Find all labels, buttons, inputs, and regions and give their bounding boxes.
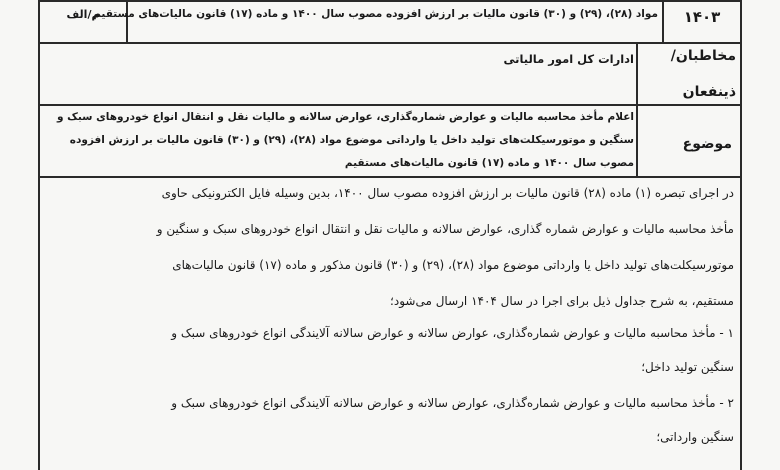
list-item-1: ۱ - مأخذ محاسبه مالیات و عوارض شماره‌گذاری، عوارض سالانه و عوارض سالانه آلایندگی انواع خودروهای سبک و [171, 326, 734, 340]
list-item-2: ۲ - مأخذ محاسبه مالیات و عوارض شماره‌گذاری، عوارض سالانه و عوارض سالانه آلایندگی انواع خودروهای سبک و [171, 396, 734, 410]
subject-line: مصوب سال ۱۴۰۰ و ماده (۱۷) قانون مالیات‌های مستقیم [344, 157, 634, 169]
label-column-divider [636, 42, 638, 176]
table-border-left [38, 0, 40, 470]
header-year: ۱۴۰۳ [683, 8, 721, 26]
body-paragraph-line: در اجرای تبصره (۱) ماده (۲۸) قانون مالیات بر ارزش افزوده مصوب سال ۱۴۰۰، بدین وسیله فایل الکترونیکی حاوی [161, 186, 734, 200]
subject-line: سنگین و موتورسیکلت‌های تولید داخل یا وارداتی موضوع مواد (۲۸)، (۲۹) و (۳۰) قانون مالیات بر ارزش افزوده [69, 134, 634, 146]
audience-label-line2: ذینفعان [682, 84, 736, 100]
audience-label: مخاطبان/ [670, 48, 736, 64]
header-code-divider [126, 0, 128, 42]
audience-value: ادارات کل امور مالیاتی [503, 52, 634, 66]
table-top-rule [38, 0, 742, 2]
table-border-right [740, 0, 742, 470]
body-paragraph-line: مستقیم، به شرح جداول ذیل برای اجرا در سال ۱۴۰۴ ارسال می‌شود؛ [390, 294, 734, 308]
header-code: م/الف [66, 8, 100, 21]
subject-line: اعلام مأخذ محاسبه مالیات و عوارض شماره‌گذاری، عوارض سالانه و مالیات نقل و انتقال انواع خودروهای سبک و [56, 111, 634, 123]
subject-bottom-rule [38, 176, 742, 178]
list-item-2-cont: سنگین وارداتی؛ [656, 430, 734, 444]
header-subject: مواد (۲۸)، (۲۹) و (۳۰) قانون مالیات بر ارزش افزوده مصوب سال ۱۴۰۰ و ماده (۱۷) قانون مالیات‌های مستقیم [93, 8, 658, 20]
list-item-1-cont: سنگین تولید داخل؛ [641, 360, 734, 374]
body-paragraph-line: موتورسیکلت‌های تولید داخل یا وارداتی موضوع مواد (۲۸)، (۲۹) و (۳۰) قانون مذکور و ماده (۱۷) قانون مالیات‌های [172, 258, 734, 272]
subject-label: موضوع [682, 136, 732, 152]
body-paragraph-line: مأخذ محاسبه مالیات و عوارض شماره گذاری، عوارض سالانه و مالیات نقل و انتقال انواع خودروهای سبک و سنگین و [156, 222, 734, 236]
